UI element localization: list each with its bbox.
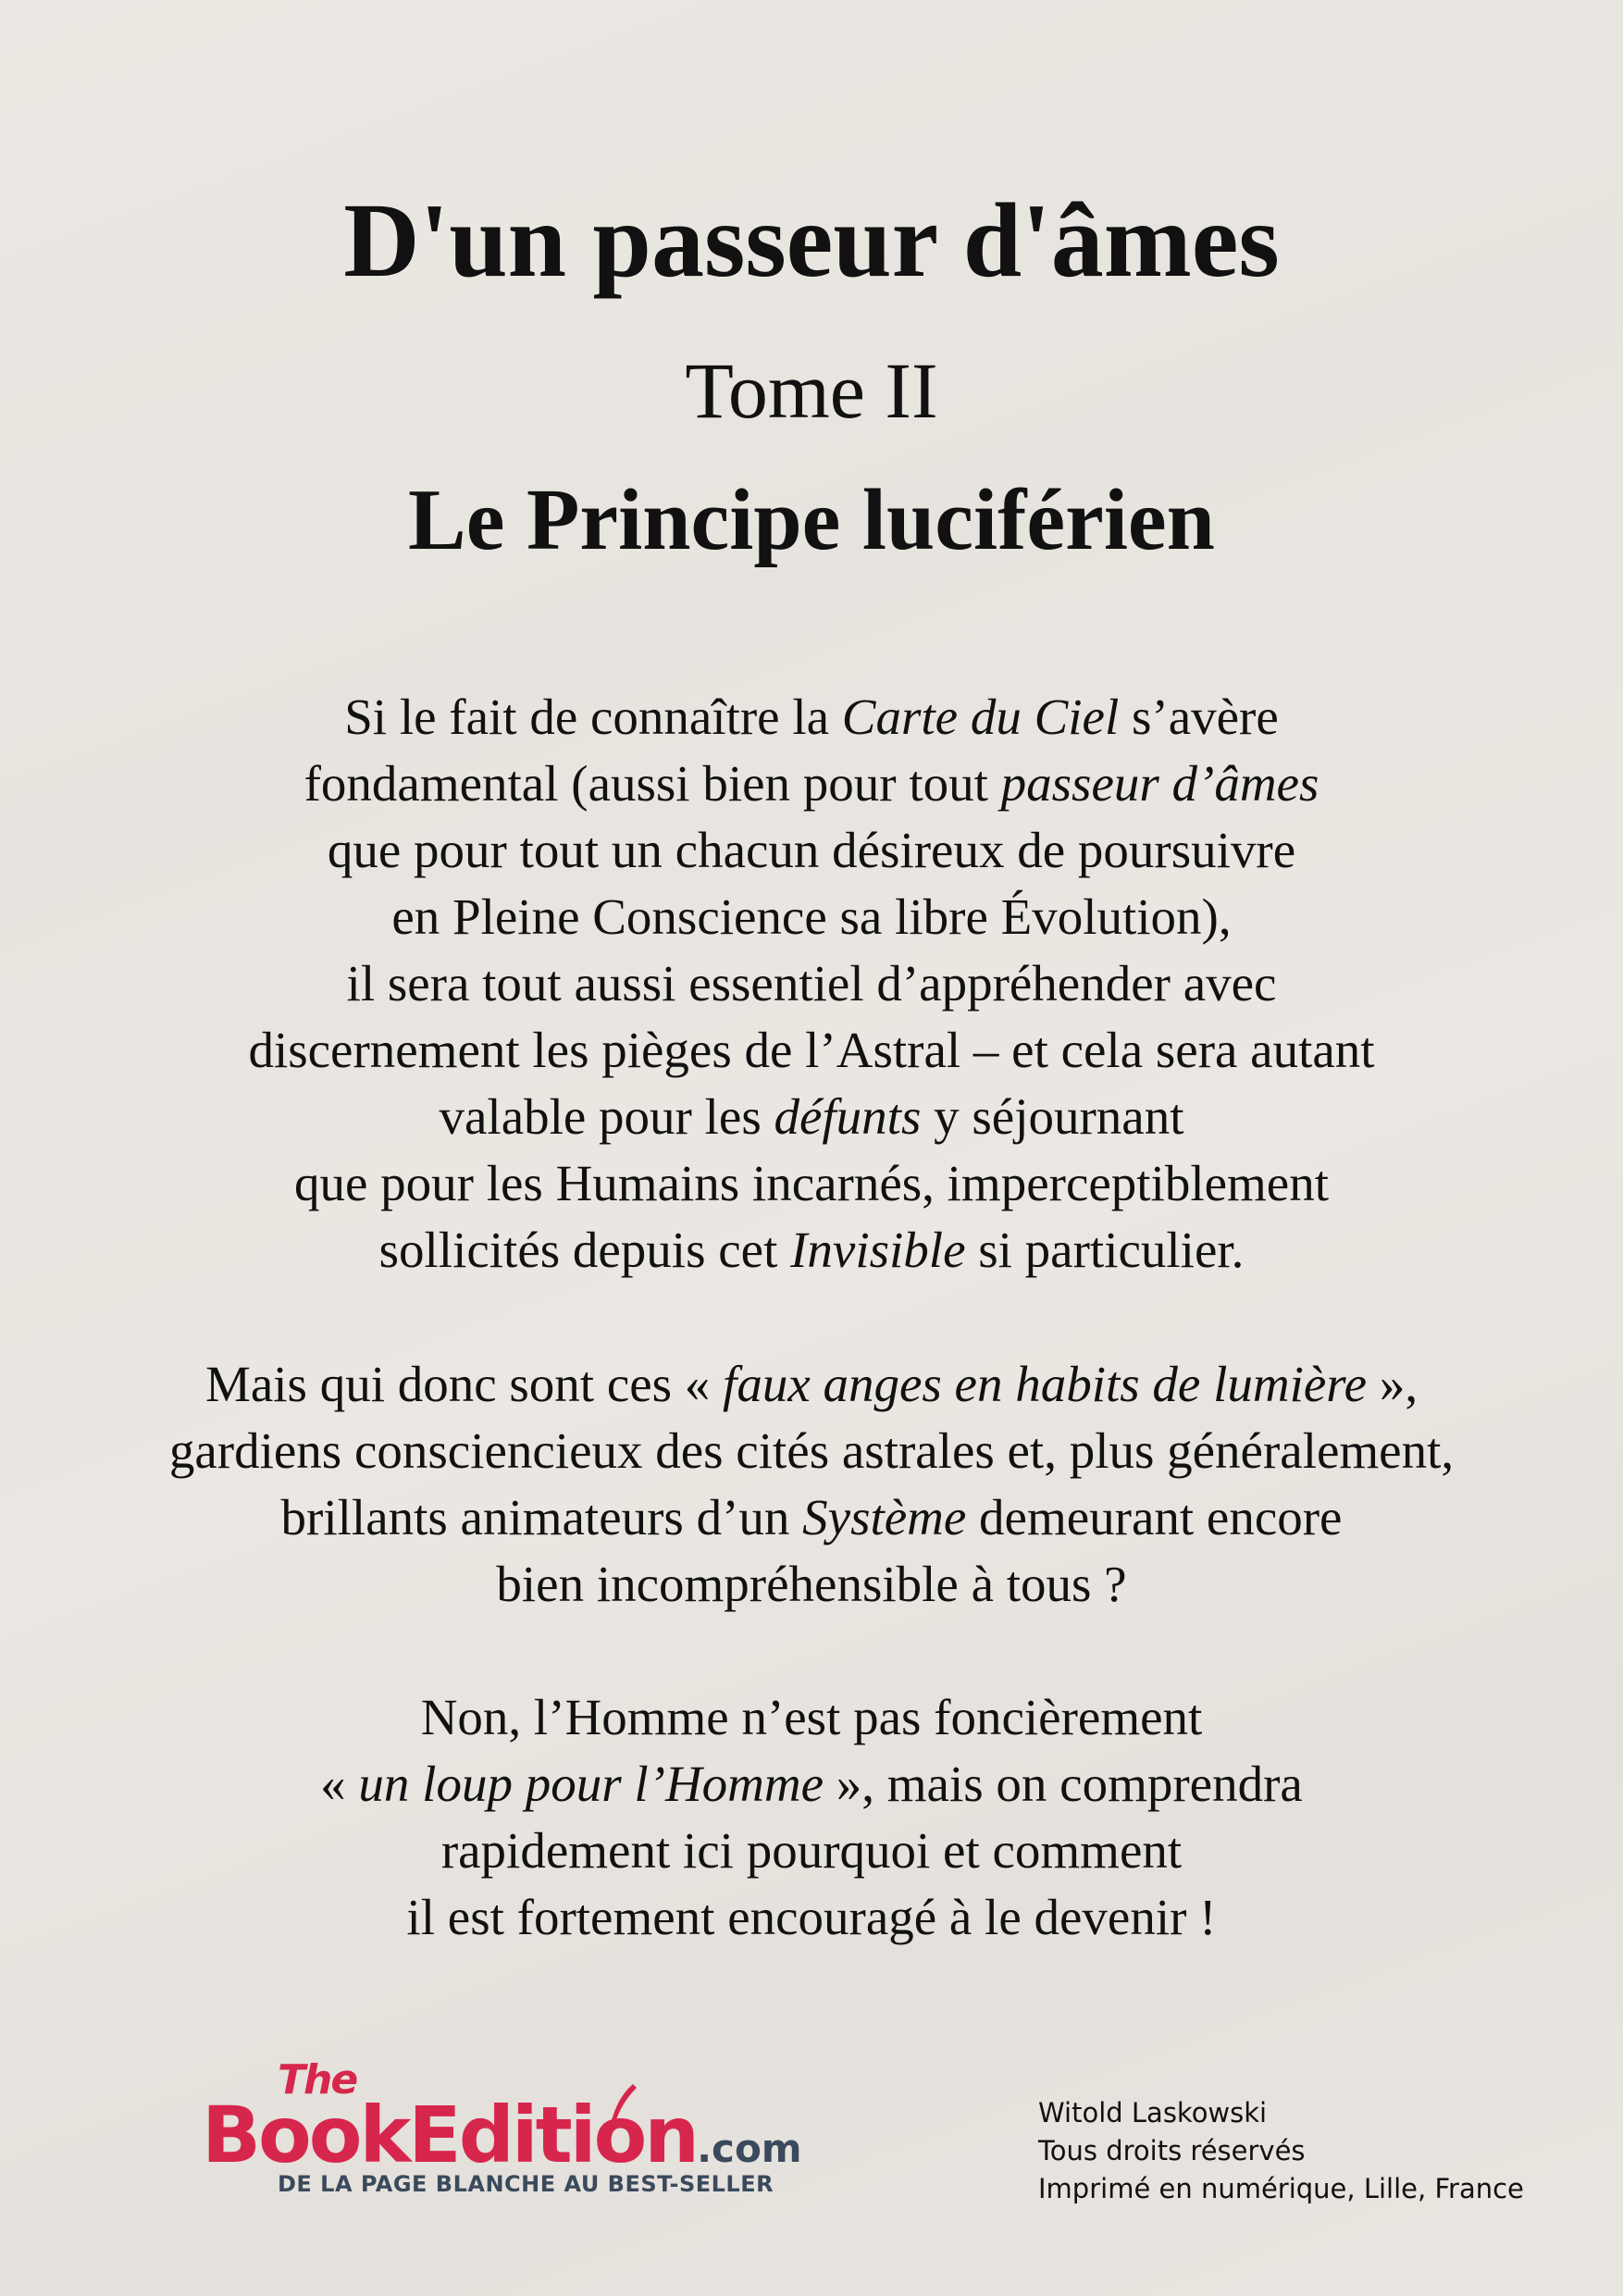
emphasis-text: passeur d’âmes [1000, 755, 1319, 812]
blurb-text: rapidement ici pourquoi et comment [440, 1822, 1183, 1879]
credits-block [1038, 2094, 1524, 2208]
blurb-text: il est fortement encouragé à le devenir ! [406, 1889, 1217, 1945]
blurb-text: gardiens consciencieux des cités astrales et, plus généralement, [168, 1422, 1455, 1479]
blurb-text: », [1367, 1356, 1419, 1412]
blurb-line [0, 1484, 1623, 1551]
rights-notice: Tous droits réservés [1038, 2135, 1306, 2166]
blurb-text: brillants animateurs d’un [280, 1489, 803, 1545]
blurb-paragraph-2 [0, 1351, 1623, 1618]
blurb-line [0, 1150, 1623, 1217]
blurb-line [0, 1017, 1623, 1084]
blurb-line [0, 1551, 1623, 1618]
printing-notice: Imprimé en numérique, Lille, France [1038, 2173, 1524, 2204]
emphasis-text: défunts [774, 1088, 922, 1145]
author-name: Witold Laskowski [1038, 2097, 1268, 2128]
blurb-line [0, 1684, 1623, 1751]
blurb-text: en Pleine Conscience sa libre Évolution), [391, 888, 1232, 945]
blurb-line [0, 1351, 1623, 1418]
blurb-text: que pour tout un chacun désireux de poursuivre [327, 822, 1296, 878]
book-title: D'un passeur d'âmes [343, 181, 1280, 299]
blurb-line [0, 884, 1623, 950]
blurb-paragraph-1 [0, 684, 1623, 1284]
blurb-text: demeurant encore [966, 1489, 1343, 1545]
blurb-text: s’avère [1119, 689, 1279, 745]
logo-tld: .com [697, 2126, 802, 2171]
blurb-line [0, 1418, 1623, 1484]
blurb-line [0, 684, 1623, 751]
blurb-line [0, 751, 1623, 817]
logo-wordmark [202, 2090, 802, 2180]
logo-name: BookEditi [202, 2090, 594, 2180]
blurb-line [0, 817, 1623, 884]
blurb-text: y séjournant [921, 1088, 1184, 1145]
publisher-logo [202, 2056, 849, 2204]
blurb-line [0, 1884, 1623, 1951]
emphasis-text: Invisible [790, 1222, 966, 1278]
blurb-text: fondamental (aussi bien pour tout [304, 755, 1001, 812]
emphasis-text: un loup pour l’Homme [358, 1756, 824, 1812]
blurb-text: Non, l’Homme n’est pas foncièrement [420, 1689, 1203, 1745]
logo-the-text: The [278, 2056, 357, 2104]
blurb-text: « [320, 1756, 359, 1812]
emphasis-text: Carte du Ciel [841, 689, 1120, 745]
blurb-line [0, 1818, 1623, 1884]
blurb-text: valable pour les [439, 1088, 774, 1145]
publisher-tagline: DE LA PAGE BLANCHE AU BEST-SELLER [278, 2171, 774, 2197]
logo-o-quill-icon: o [594, 2090, 645, 2180]
tome-label: Tome II [685, 346, 938, 435]
blurb-line [0, 1217, 1623, 1284]
blurb-text: il sera tout aussi essentiel d’appréhender avec [346, 955, 1277, 1011]
blurb-text: sollicités depuis cet [378, 1222, 791, 1278]
emphasis-text: Système [802, 1489, 967, 1545]
quill-icon [601, 2082, 638, 2147]
blurb-paragraph-3 [0, 1684, 1623, 1951]
blurb-text: bien incompréhensible à tous ? [496, 1556, 1127, 1612]
blurb-text: discernement les pièges de l’Astral – et cela sera autant [248, 1022, 1375, 1078]
blurb-text: Si le fait de connaître la [344, 689, 842, 745]
blurb-line [0, 950, 1623, 1017]
blurb-line [0, 1084, 1623, 1150]
logo-name-end: n [644, 2090, 698, 2180]
blurb-text: », mais on comprendra [824, 1756, 1303, 1812]
blurb-text: Mais qui donc sont ces « [204, 1356, 724, 1412]
blurb-text: si particulier. [965, 1222, 1245, 1278]
blurb-text: que pour les Humains incarnés, imperceptiblement [294, 1155, 1329, 1211]
blurb-line [0, 1751, 1623, 1818]
book-subtitle: Le Principe luciférien [408, 472, 1215, 568]
emphasis-text: faux anges en habits de lumière [723, 1356, 1368, 1412]
